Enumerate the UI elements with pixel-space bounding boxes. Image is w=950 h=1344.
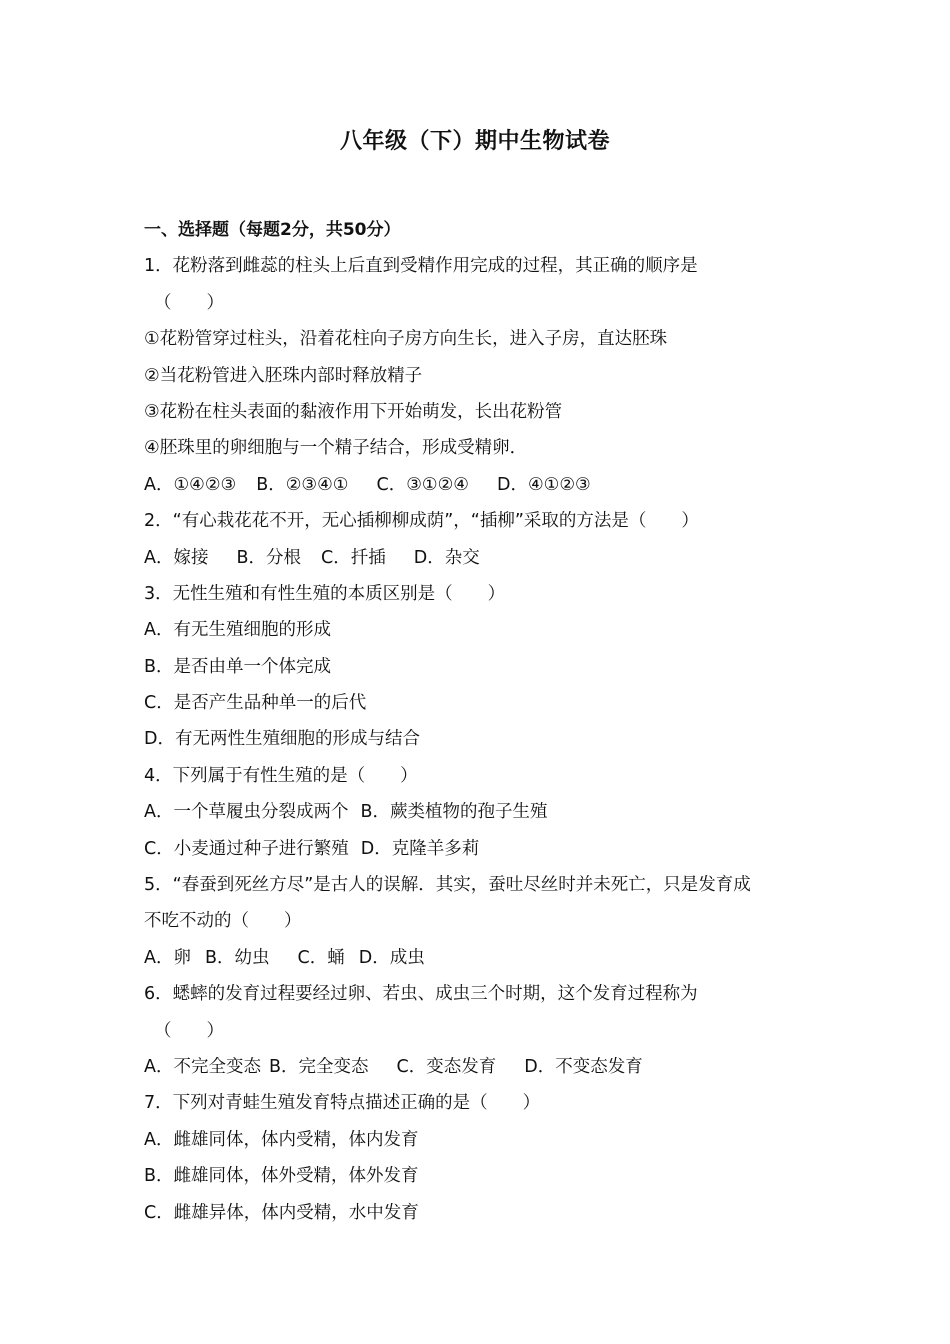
question-3-stem: 3．无性生殖和有性生殖的本质区别是（ ） xyxy=(144,583,506,604)
question-1-item-2: ②当花粉管进入胚珠内部时释放精子 xyxy=(144,365,423,386)
question-1-stem-cont: （ ） xyxy=(154,292,224,313)
question-7-stem: 7．下列对青蛙生殖发育特点描述正确的是（ ） xyxy=(144,1093,541,1114)
question-1-options xyxy=(144,467,814,503)
question-1-item-4: ④胚珠里的卵细胞与一个精子结合，形成受精卵． xyxy=(144,438,528,459)
option-b: B．分根 xyxy=(236,547,301,568)
question-5-stem: 5．“春蚕到死丝方尽”是古人的误解．其实，蚕吐尽丝时并未死亡，只是发育成 xyxy=(144,875,751,896)
option-a: A．卵 xyxy=(144,947,191,968)
question-3-option-c: C．是否产生品种单一的后代 xyxy=(144,693,367,714)
option-b: B．幼虫 xyxy=(204,947,270,968)
question-7-option-c: C．雌雄异体，体内受精，水中发育 xyxy=(144,1202,419,1223)
option-b: B．完全变态 xyxy=(268,1056,369,1077)
option-c: C．变态发育 xyxy=(396,1056,497,1077)
option-c: C．小麦通过种子进行繁殖 xyxy=(144,838,349,859)
option-d: D．不变态发育 xyxy=(524,1056,643,1077)
question-3-option-b: B．是否由单一个体完成 xyxy=(144,656,332,677)
option-d: D．克隆羊多莉 xyxy=(360,838,480,859)
question-7-option-a: A．雌雄同体，体内受精，体内发育 xyxy=(144,1129,419,1150)
option-d: D．杂交 xyxy=(413,547,480,568)
option-d: D．④①②③ xyxy=(496,474,591,495)
question-2-stem: 2．“有心栽花花不开，无心插柳柳成荫”，“插柳”采取的方法是（ ） xyxy=(144,511,699,532)
question-6-stem-cont: （ ） xyxy=(154,1020,224,1041)
option-a: A．嫁接 xyxy=(144,547,209,568)
option-a: A．不完全变态 xyxy=(144,1056,261,1077)
option-a: A．一个草履虫分裂成两个 xyxy=(144,802,349,823)
exam-content xyxy=(144,212,814,1231)
page-title: 八年级（下）期中生物试卷 xyxy=(339,129,610,154)
option-c: C．扦插 xyxy=(321,547,386,568)
question-6-options xyxy=(144,1049,814,1085)
section-heading: 一、选择题（每题2分，共50分） xyxy=(144,220,401,240)
question-1-stem: 1．花粉落到雌蕊的柱头上后直到受精作用完成的过程，其正确的顺序是 xyxy=(144,256,698,277)
question-1-item-3: ③花粉在柱头表面的黏液作用下开始萌发，长出花粉管 xyxy=(144,401,563,422)
question-3-option-d: D．有无两性生殖细胞的形成与结合 xyxy=(144,729,420,750)
option-c: C．蛹 xyxy=(297,947,345,968)
question-5-options xyxy=(144,940,814,976)
question-7-option-b: B．雌雄同体，体外受精，体外发育 xyxy=(144,1166,419,1187)
option-a: A．①④②③ xyxy=(144,474,237,495)
question-4-stem: 4．下列属于有性生殖的是（ ） xyxy=(144,765,418,786)
question-4-options-row-1 xyxy=(144,794,814,830)
question-1-item-1: ①花粉管穿过柱头，沿着花柱向子房方向生长，进入子房，直达胚珠 xyxy=(144,329,668,350)
option-b: B．蕨类植物的孢子生殖 xyxy=(360,802,548,823)
option-b: B．②③④① xyxy=(256,474,349,495)
question-2-options xyxy=(144,540,814,576)
question-6-stem: 6．蟋蟀的发育过程要经过卵、若虫、成虫三个时期，这个发育过程称为 xyxy=(144,984,698,1005)
question-5-stem-cont: 不吃不动的（ ） xyxy=(144,911,302,932)
question-3-option-a: A．有无生殖细胞的形成 xyxy=(144,620,331,641)
option-c: C．③①②④ xyxy=(376,474,469,495)
question-4-options-row-2 xyxy=(144,831,814,867)
option-d: D．成虫 xyxy=(358,947,425,968)
